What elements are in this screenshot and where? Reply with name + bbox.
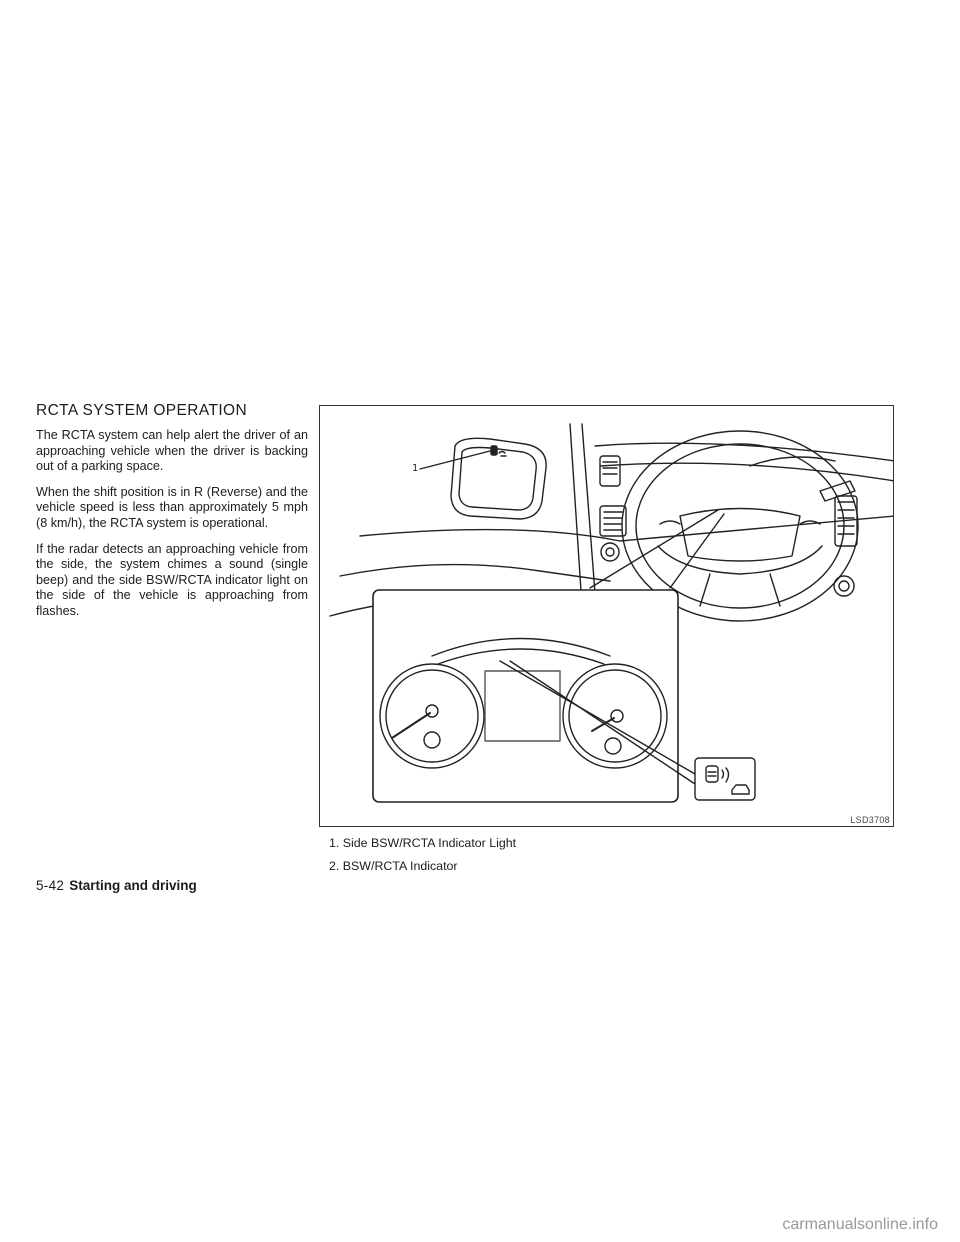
callout-number: 1 [412, 463, 419, 474]
section-name: Starting and driving [69, 878, 197, 893]
dashboard-line-drawing [320, 406, 894, 827]
figure-code: LSD3708 [850, 815, 890, 825]
page-number: 5-42 [36, 878, 65, 893]
caption-item: 1. Side BSW/RCTA Indicator Light [329, 836, 517, 850]
page-footer [36, 878, 197, 893]
paragraph: If the radar detects an approaching vehicle from the side, the system chimes a sound (single beep) and the side BSW/RCTA indicator light on the side of the vehicle is approaching from flashes. [36, 541, 308, 618]
body-text [36, 428, 308, 630]
paragraph: The RCTA system can help alert the driver of an approaching vehicle when the driver is backing out of a parking space. [36, 428, 308, 474]
paragraph: When the shift position is in R (Reverse) and the vehicle speed is less than approximately 5 mph (8 km/h), the RCTA system is operational. [36, 484, 308, 530]
caption-item: 2. BSW/RCTA Indicator [329, 859, 458, 873]
figure-captions [329, 836, 516, 882]
dashboard-illustration [319, 405, 894, 827]
watermark: carmanualsonline.info [782, 1216, 938, 1233]
section-title: RCTA SYSTEM OPERATION [36, 402, 248, 419]
